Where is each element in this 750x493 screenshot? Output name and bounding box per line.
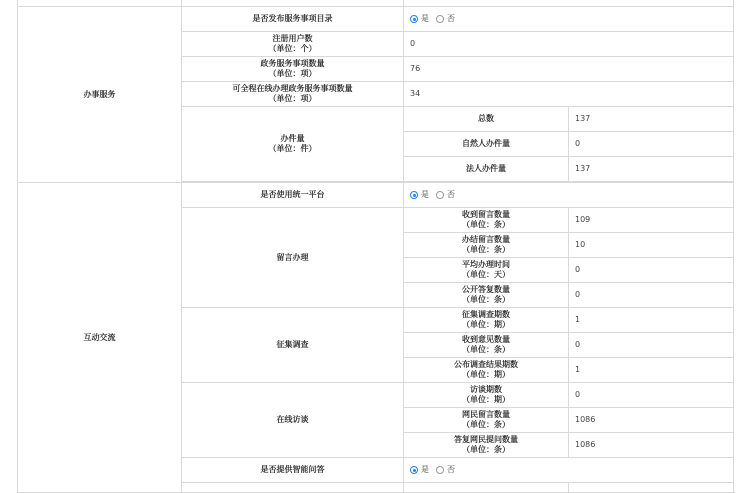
interview-label: 在线访谈 xyxy=(182,383,404,458)
table-row xyxy=(18,7,734,32)
interview-periods-value: 0 xyxy=(569,383,734,408)
interview-replies-value: 1086 xyxy=(569,433,734,458)
messages-label: 留言办理 xyxy=(182,208,404,308)
category-service: 办事服务 xyxy=(18,7,182,183)
handled-total-label: 总数 xyxy=(404,107,569,132)
survey-periods-label: 征集调查期数 （单位：期） xyxy=(404,308,569,333)
messages-closed-value: 10 xyxy=(569,233,734,258)
radio-yes-selected[interactable] xyxy=(410,15,418,23)
messages-avg-time-value: 0 xyxy=(569,258,734,283)
category-interaction: 互动交流 xyxy=(18,183,182,493)
publish-catalog-label: 是否发布服务事项目录 xyxy=(182,7,404,32)
unified-platform-label: 是否使用统一平台 xyxy=(182,183,404,208)
messages-received-value: 109 xyxy=(569,208,734,233)
radio-yes-selected[interactable] xyxy=(410,191,418,199)
gov-service-items-label: 政务服务事项数量 （单位：项） xyxy=(182,57,404,82)
radio-no[interactable] xyxy=(436,191,444,199)
interview-messages-value: 1086 xyxy=(569,408,734,433)
service-statistics-table xyxy=(17,0,734,493)
survey-results-value: 1 xyxy=(569,358,734,383)
handled-legal-value: 137 xyxy=(569,157,734,182)
interview-periods-label: 访谈期数 （单位：期） xyxy=(404,383,569,408)
handled-natural-label: 自然人办件量 xyxy=(404,132,569,157)
messages-received-label: 收到留言数量 （单位：条） xyxy=(404,208,569,233)
survey-results-label: 公布调查结果期数 （单位：期） xyxy=(404,358,569,383)
interview-messages-label: 网民留言数量 （单位：条） xyxy=(404,408,569,433)
messages-public-reply-value: 0 xyxy=(569,283,734,308)
interview-replies-label: 答复网民提问数量 （单位：条） xyxy=(404,433,569,458)
smart-qa-label: 是否提供智能问答 xyxy=(182,458,404,483)
radio-no[interactable] xyxy=(436,15,444,23)
handled-natural-value: 0 xyxy=(569,132,734,157)
online-items-value: 34 xyxy=(404,82,734,107)
survey-opinions-value: 0 xyxy=(569,333,734,358)
registered-users-value: 0 xyxy=(404,32,734,57)
smart-qa-radio-group: 是 否 xyxy=(410,465,727,475)
messages-closed-label: 办结留言数量 （单位：条） xyxy=(404,233,569,258)
messages-public-reply-label: 公开答复数量 （单位：条） xyxy=(404,283,569,308)
table-row xyxy=(18,183,734,208)
handled-total-value: 137 xyxy=(569,107,734,132)
handled-legal-label: 法人办件量 xyxy=(404,157,569,182)
publish-catalog-radio-group: 是 否 xyxy=(410,14,727,24)
registered-users-label: 注册用户数 （单位：个） xyxy=(182,32,404,57)
handled-label: 办件量 （单位：件） xyxy=(182,107,404,182)
radio-yes-selected[interactable] xyxy=(410,466,418,474)
unified-platform-radio-group: 是 否 xyxy=(410,190,727,200)
radio-no[interactable] xyxy=(436,466,444,474)
survey-periods-value: 1 xyxy=(569,308,734,333)
gov-service-items-value: 76 xyxy=(404,57,734,82)
messages-avg-time-label: 平均办理时间 （单位：天） xyxy=(404,258,569,283)
survey-opinions-label: 收到意见数量 （单位：条） xyxy=(404,333,569,358)
survey-label: 征集调查 xyxy=(182,308,404,383)
online-items-label: 可全程在线办理政务服务事项数量 （单位：项） xyxy=(182,82,404,107)
